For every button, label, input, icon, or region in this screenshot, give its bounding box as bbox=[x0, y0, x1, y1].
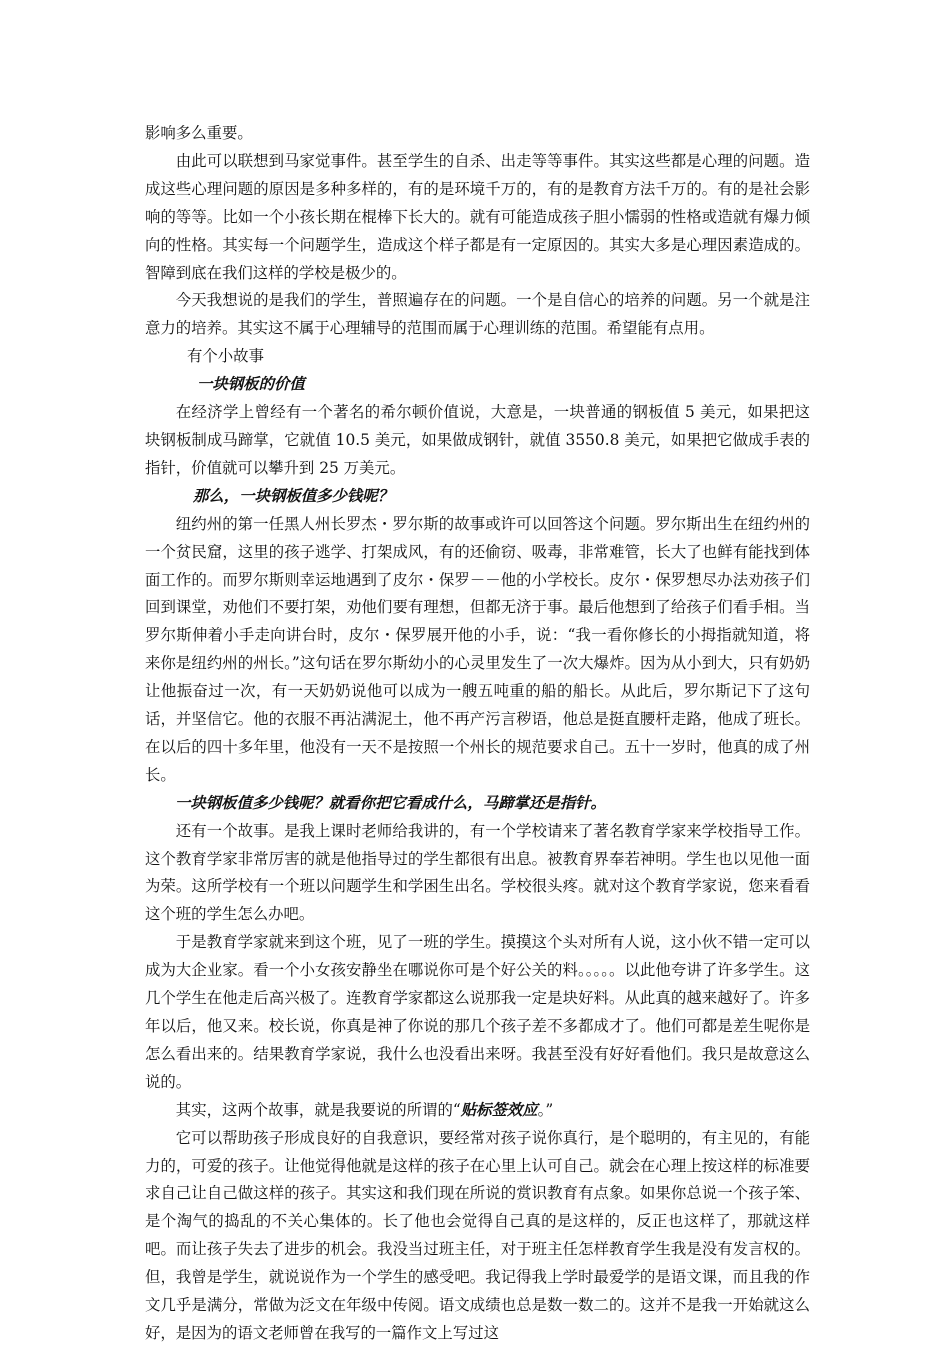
paragraph bbox=[145, 1097, 810, 1125]
story-subheading: 那么，一块钢板值多少钱呢？ bbox=[193, 486, 394, 505]
paragraph: 还有一个故事。是我上课时老师给我讲的，有一个学校请来了著名教育学家来学校指导工作。这个教育学家非常厉害的就是他指导过的学生都很有出息。被教育界奉若神明。学生也以见他一面为荣。这所学校有一个班以问题学生和学困生出名。学校很头疼。就对这个教育学家说，您来看看这个班的学生怎么办吧。 bbox=[145, 821, 810, 924]
paragraph: 纽约州的第一任黑人州长罗杰・罗尔斯的故事或许可以回答这个问题。罗尔斯出生在纽约州的一个贫民窟，这里的孩子逃学、打架成风，有的还偷窃、吸毒，非常难管，长大了也鲜有能找到体面工作的。而罗尔斯则幸运地遇到了皮尔・保罗－－他的小学校长。皮尔・保罗想尽办法劝孩子们回到课堂，劝他们不要打架，劝他们要有理想，但都无济于事。最后他想到了给孩子们看手相。当罗尔斯伸着小手走向讲台时，皮尔・保罗展开他的小手，说：“我一看你修长的小拇指就知道，将来你是纽约州的州长。”这句话在罗尔斯幼小的心灵里发生了一次大爆炸。因为从小到大，只有奶奶让他振奋过一次，有一天奶奶说他可以成为一艘五吨重的船的船长。从此后，罗尔斯记下了这句话，并坚信它。他的衣服不再沾满泥土，他不再产污言秽语，他总是挺直腰杆走路，他成了班长。在以后的四十多年里，他没有一天不是按照一个州长的规范要求自己。五十一岁时，他真的成了州长。 bbox=[145, 514, 810, 784]
story-heading: 一块钢板的价值 bbox=[197, 375, 305, 394]
paragraph: 在经济学上曾经有一个著名的希尔顿价值说，大意是，一块普通的钢板值 5 美元，如果把这块钢板制成马蹄掌，它就值 10.5 美元，如果做成钢针，就值 3550.8 美元，如果把它做成手表的指针，价值就可以攀升到 25 万美元。 bbox=[145, 403, 810, 477]
paragraph: 于是教育学家就来到这个班，见了一班的学生。摸摸这个头对所有人说，这小伙不错一定可以成为大企业家。看一个小女孩安静坐在哪说你可是个好公关的料。。。。。以此他夸讲了许多学生。这几个学生在他走后高兴极了。连教育学家都这么说那我一定是块好料。从此真的越来越好了。许多年以后，他又来。校长说，你真是神了你说的那几个孩子差不多都成才了。他们可都是差生呢你是怎么看出来的。结果教育学家说，我什么也没看出来呀。我甚至没有好好看他们。我只是故意这么说的。 bbox=[145, 933, 810, 1091]
paragraph-text: 其实，这两个故事，就是我要说的所谓的“ bbox=[175, 1100, 461, 1119]
document-page bbox=[145, 120, 810, 1348]
story-conclusion: 一块钢板值多少钱呢？就看你把它看成什么，马蹄掌还是指针。 bbox=[175, 793, 606, 812]
story-intro: 有个小故事 bbox=[187, 347, 264, 366]
paragraph: 由此可以联想到马家觉事件。甚至学生的自杀、出走等等事件。其实这些都是心理的问题。造成这些心理问题的原因是多种多样的，有的是环境千万的，有的是教育方法千万的。有的是社会影响的等等。比如一个小孩长期在棍棒下长大的。就有可能造成孩子胆小懦弱的性格或造就有爆力倾向的性格。其实每一个问题学生，造成这个样子都是有一定原因的。其实大多是心理因素造成的。智障到底在我们这样的学校是极少的。 bbox=[145, 151, 810, 282]
paragraph: 它可以帮助孩子形成良好的自我意识，要经常对孩子说你真行，是个聪明的，有主见的，有能力的，可爱的孩子。让他觉得他就是这样的孩子在心里上认可自己。就会在心理上按这样的标准要求自己让自己做这样的孩子。其实这和我们现在所说的赏识教育有点象。如果你总说一个孩子笨、是个淘气的捣乱的不关心集体的。长了他也会觉得自己真的是这样的，反正也这样了，那就这样吧。而让孩子失去了进步的机会。我没当过班主任，对于班主任怎样教育学生我是没有发言权的。但，我曾是学生，就说说作为一个学生的感受吧。我记得我上学时最爱学的是语文课，而且我的作文几乎是满分，常做为泛文在年级中传阅。语文成绩也总是数一数二的。这并不是我一开始就这么好，是因为的语文老师曾在我写的一篇作文上写过这 bbox=[145, 1128, 810, 1342]
paragraph: 影响多么重要。 bbox=[145, 124, 253, 142]
emphasis-term: 贴标签效应 bbox=[460, 1100, 538, 1119]
paragraph-text: 。” bbox=[537, 1100, 554, 1119]
paragraph: 今天我想说的是我们的学生，普照遍存在的问题。一个是自信心的培养的问题。另一个就是注意力的培养。其实这不属于心理辅导的范围而属于心理训练的范围。希望能有点用。 bbox=[145, 291, 810, 338]
